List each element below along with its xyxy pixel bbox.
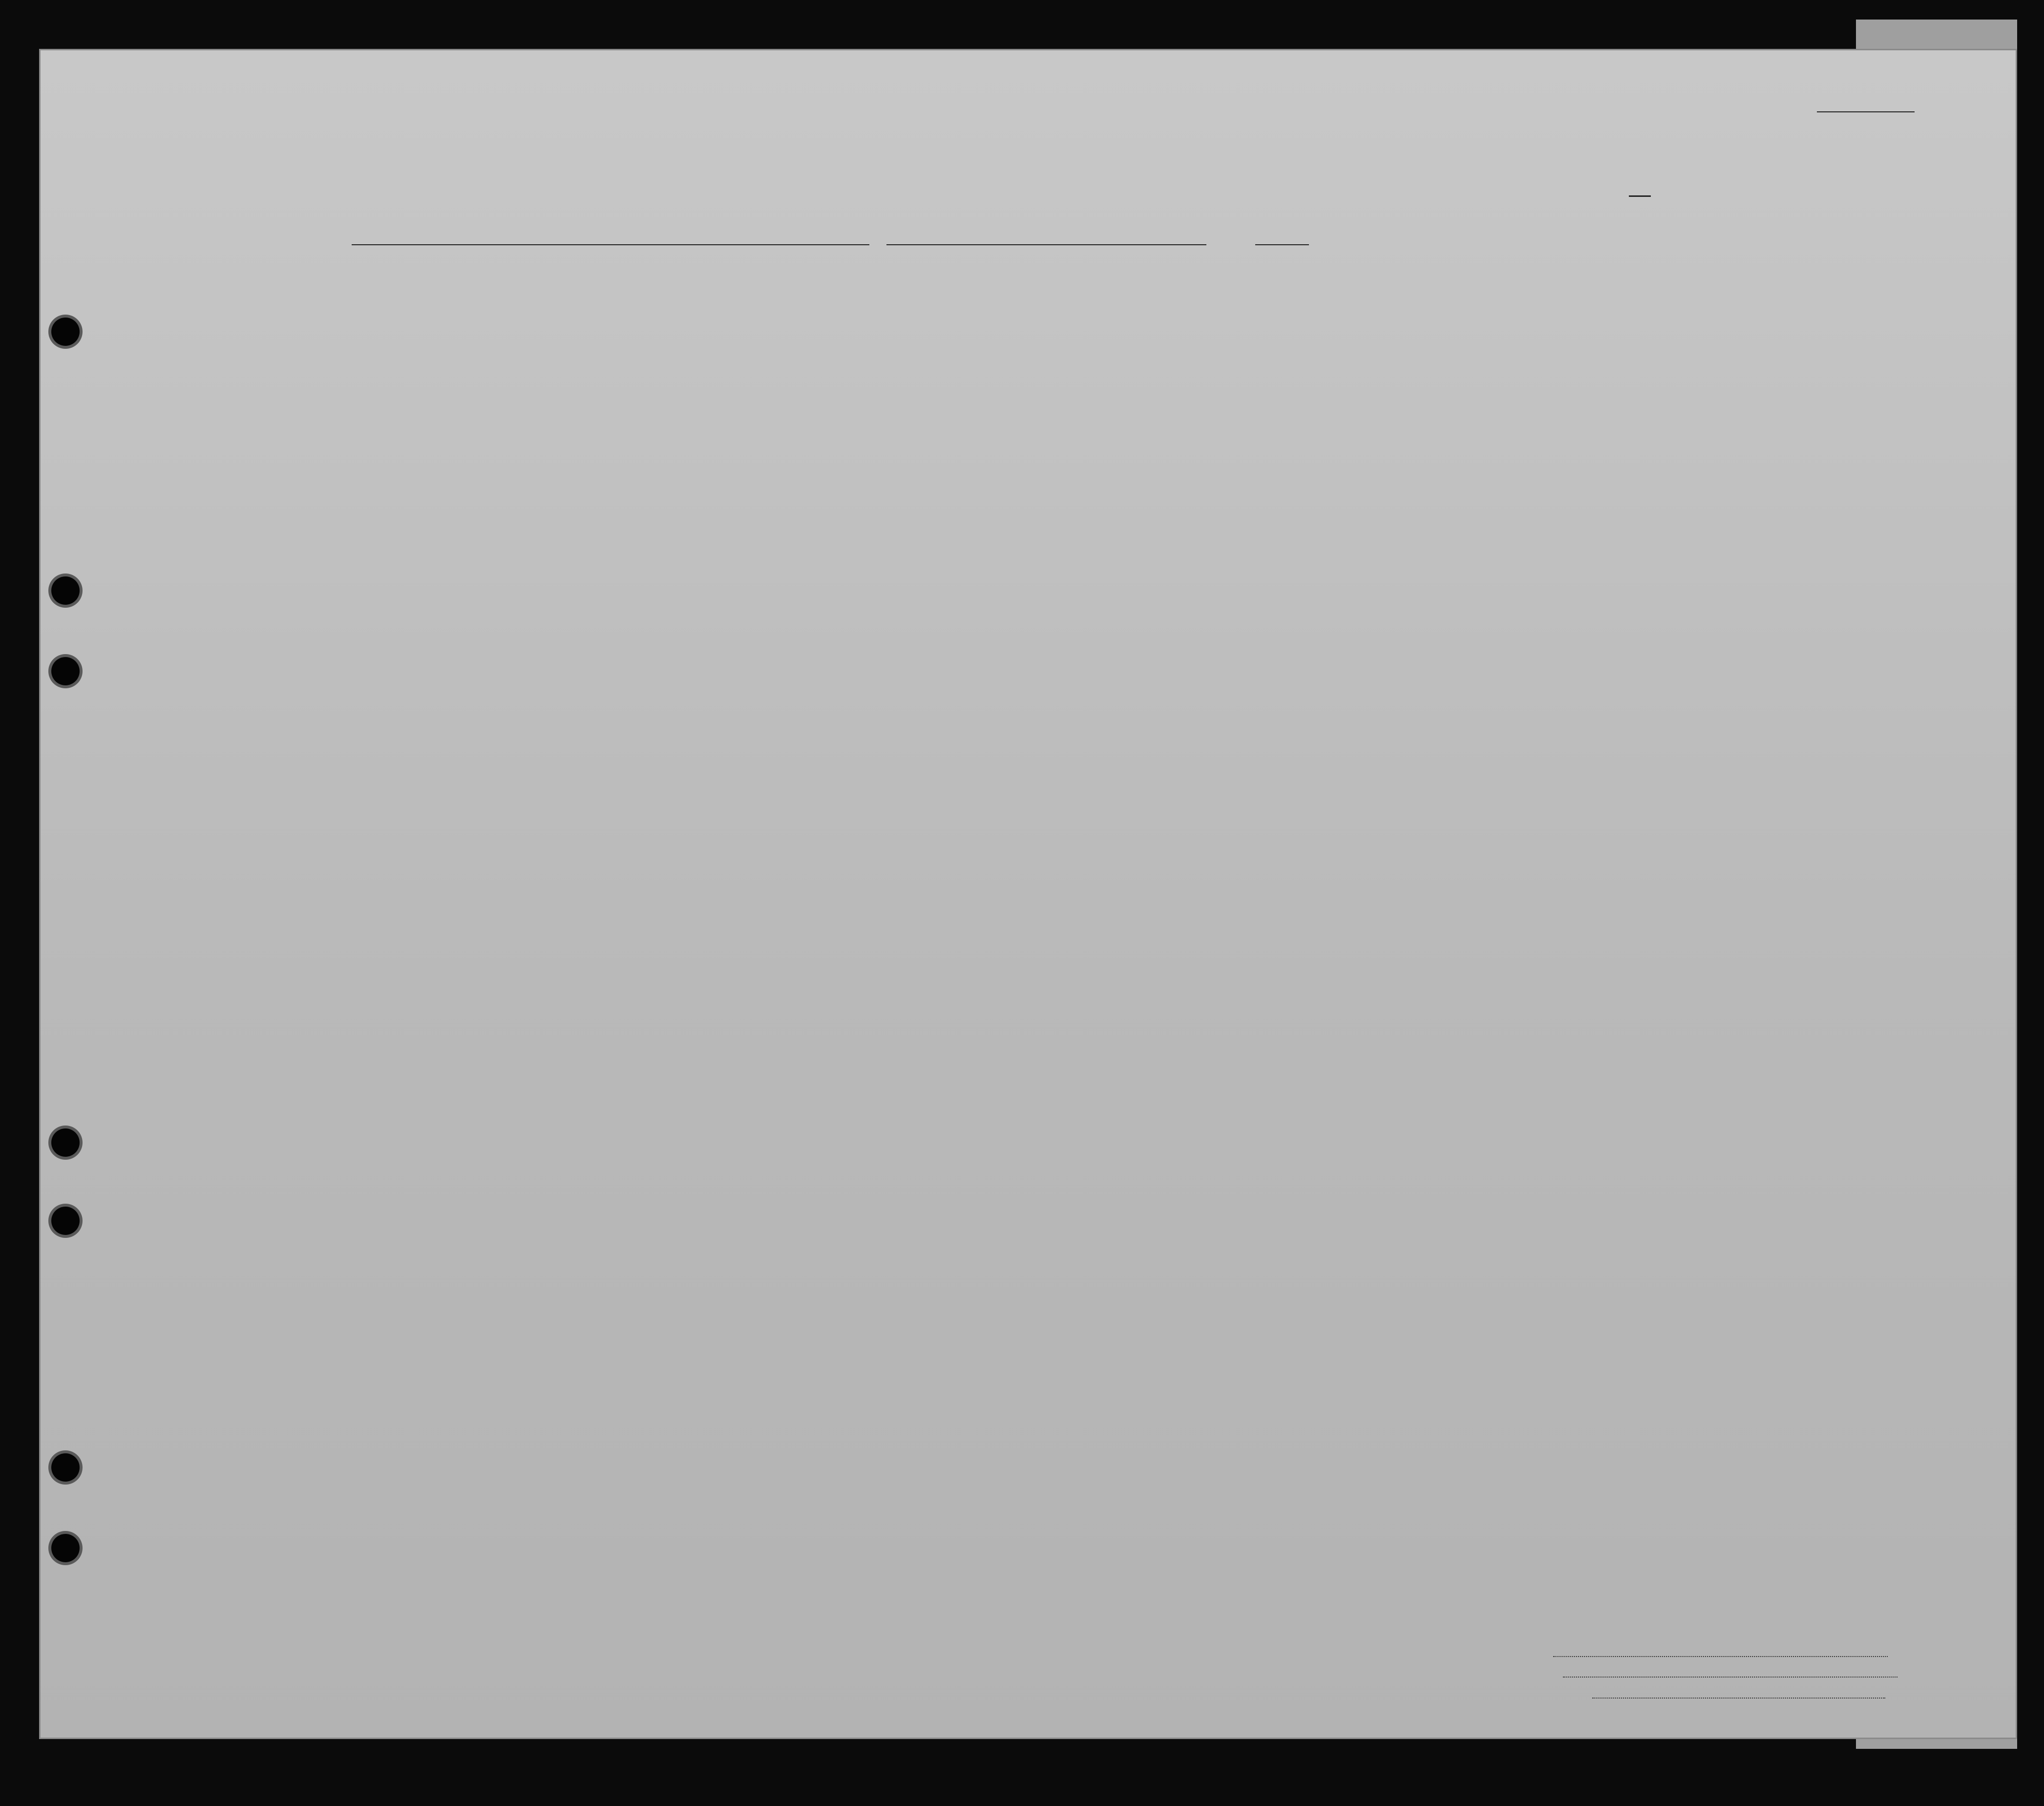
header-overthrow <box>1397 298 1431 425</box>
list-underline <box>1817 111 1915 112</box>
binder-hole <box>51 1453 80 1482</box>
stamp-dash <box>1629 195 1651 197</box>
port-underline <box>352 244 869 245</box>
header-under-promise <box>1447 298 1471 425</box>
binder-hole <box>51 318 80 346</box>
binder-hole <box>51 576 80 605</box>
local-agents-field[interactable] <box>1592 1698 1885 1700</box>
owners-field[interactable] <box>1563 1677 1897 1679</box>
date-underline <box>886 244 1206 245</box>
year-underline <box>1255 244 1309 245</box>
header-prison <box>1305 298 1334 425</box>
manifest-sheet <box>39 49 2017 1739</box>
binder-hole <box>51 1534 80 1562</box>
binder-hole <box>51 1128 80 1157</box>
binder-hole <box>51 1207 80 1235</box>
binder-hole <box>51 657 80 685</box>
line-field[interactable] <box>1553 1656 1888 1658</box>
